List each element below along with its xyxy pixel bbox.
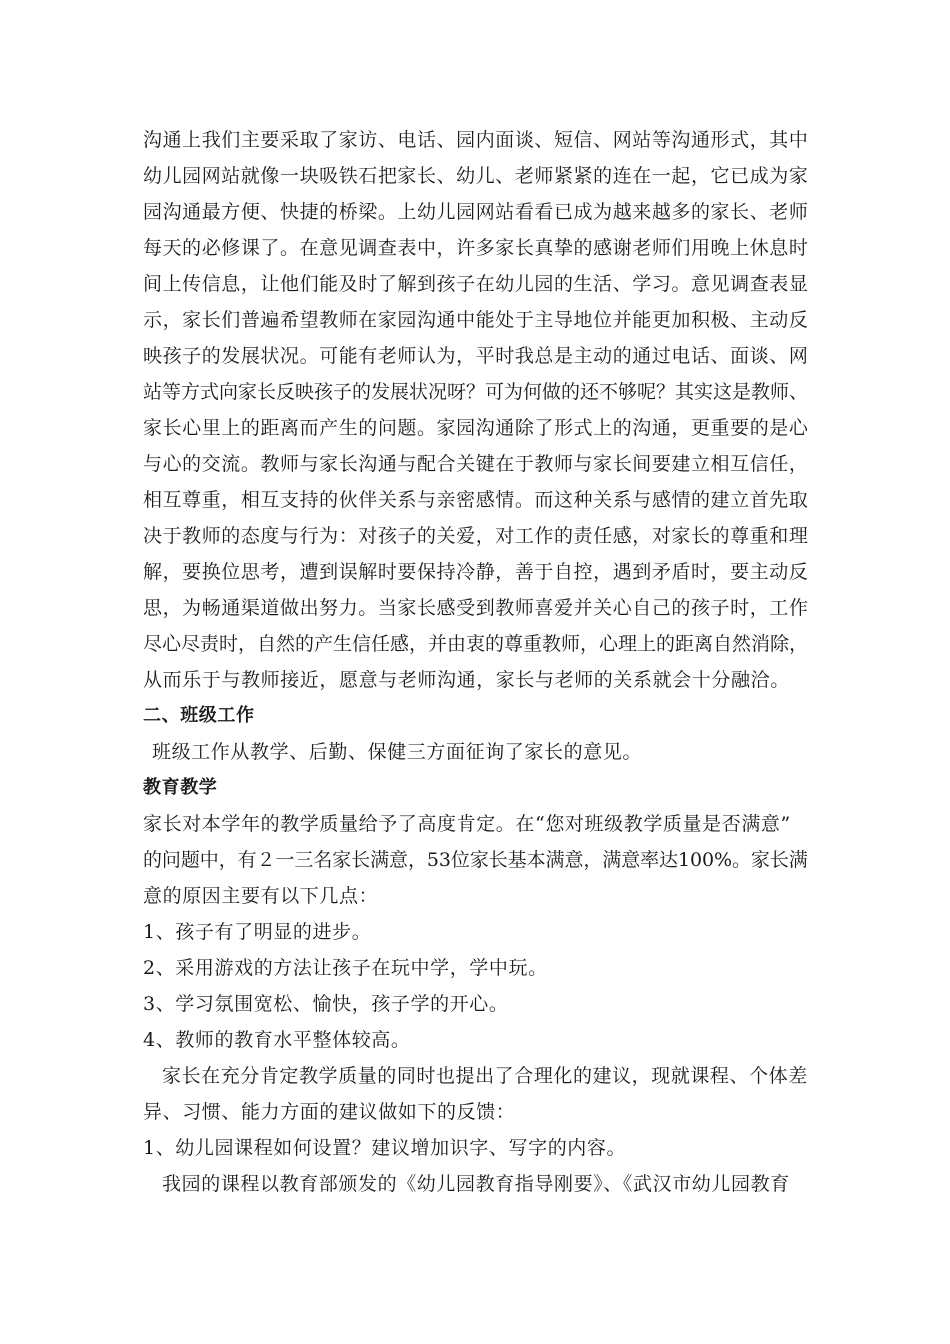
body-text-line: 示，家长们普遍希望教师在家园沟通中能处于主导地位并能更加积极、主动反: [143, 309, 809, 331]
list-item: 2、采用游戏的方法让孩子在玩中学，学中玩。: [143, 957, 548, 979]
body-text-line: 映孩子的发展状况。可能有老师认为，平时我总是主动的通过电话、面谈、网: [143, 345, 809, 367]
body-text-line: 思，为畅通渠道做出努力。当家长感受到教师喜爱并关心自己的孩子时，工作: [143, 597, 809, 619]
subsection-heading: 教育教学: [143, 777, 218, 798]
list-item: 1、孩子有了明显的进步。: [143, 921, 372, 943]
body-text-line: 家长在充分肯定教学质量的同时也提出了合理化的建议，现就课程、个体差: [162, 1065, 808, 1087]
body-text-line: 家长对本学年的教学质量给予了高度肯定。在“您对班级教学质量是否满意”: [143, 813, 791, 835]
list-item: 3、学习氛围宽松、愉快，孩子学的开心。: [143, 993, 509, 1015]
body-text-line: 我园的课程以教育部颁发的《幼儿园教育指导刚要》、《武汉市幼儿园教育: [162, 1173, 790, 1195]
body-text-line: 决于教师的态度与行为：对孩子的关爱，对工作的责任感，对家长的尊重和理: [143, 525, 809, 547]
body-text-line: 与心的交流。教师与家长沟通与配合关键在于教师与家长间要建立相互信任，: [143, 453, 809, 475]
body-text-line: 意的原因主要有以下几点：: [143, 885, 379, 907]
body-text-line: 异、习惯、能力方面的建议做如下的反馈：: [143, 1101, 516, 1123]
body-text-line: 从而乐于与教师接近，愿意与老师沟通，家长与老师的关系就会十分融洽。: [143, 669, 790, 691]
body-text-line: 家长心里上的距离而产生的问题。家园沟通除了形式上的沟通，更重要的是心: [143, 417, 809, 439]
section-heading: 二、班级工作: [143, 705, 255, 726]
body-text-line: 间上传信息，让他们能及时了解到孩子在幼儿园的生活、学习。意见调查表显: [143, 273, 809, 295]
body-text-line: 尽心尽责时，自然的产生信任感，并由衷的尊重教师，心理上的距离自然消除，: [143, 633, 809, 655]
body-text-line: 站等方式向家长反映孩子的发展状况呀？可为何做的还不够呢？其实这是教师、: [143, 381, 809, 403]
body-text-line: 相互尊重，相互支持的伙伴关系与亲密感情。而这种关系与感情的建立首先取: [143, 489, 809, 511]
body-text-line: 园沟通最方便、快捷的桥梁。上幼儿园网站看看已成为越来越多的家长、老师: [143, 201, 809, 223]
body-text-line: 每天的必修课了。在意见调查表中，许多家长真挚的感谢老师们用晚上休息时: [143, 237, 809, 259]
list-item: 4、教师的教育水平整体较高。: [143, 1029, 411, 1051]
body-text-line: 解，要换位思考，遭到误解时要保持冷静，善于自控，遇到矛盾时，要主动反: [143, 561, 809, 583]
body-text-line: 沟通上我们主要采取了家访、电话、园内面谈、短信、网站等沟通形式，其中: [143, 129, 809, 151]
body-text-line: 班级工作从教学、后勤、保健三方面征询了家长的意见。: [152, 741, 643, 763]
list-item: 1、幼儿园课程如何设置？建议增加识字、写字的内容。: [143, 1137, 627, 1159]
body-text-line: 的问题中，有２一三名家长满意，53位家长基本满意，满意率达100%。家长满: [143, 849, 808, 871]
body-text-line: 幼儿园网站就像一块吸铁石把家长、幼儿、老师紧紧的连在一起，它已成为家: [143, 165, 809, 187]
